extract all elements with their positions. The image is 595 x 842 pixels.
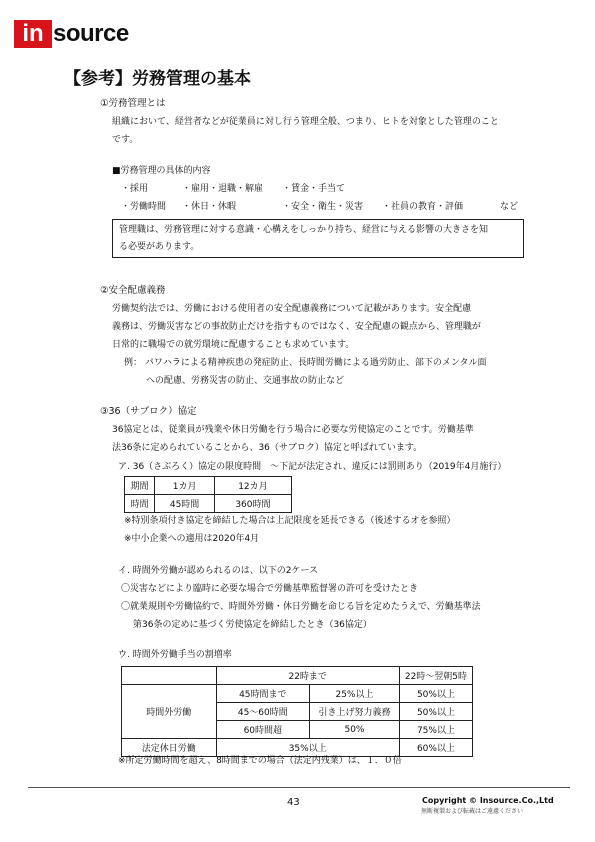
cases-heading: イ. 時間外労働が認められるのは、以下の2ケース <box>118 566 318 576</box>
section2-text-1: 労働契約法では、労働における使用者の安全配慮義務について記載があります。安全配慮 <box>112 304 472 314</box>
table-cell: 35%以上 <box>216 739 399 757</box>
table-cell: 60%以上 <box>399 739 472 757</box>
table-cell: 25%以上 <box>310 685 400 703</box>
table-cell: 50%以上 <box>399 703 472 721</box>
table-cell: 時間 <box>125 495 155 513</box>
section1-heading: ①労務管理とは <box>100 98 166 109</box>
duties-heading: ■労務管理の具体的内容 <box>112 166 211 176</box>
duty-item: ・賃金・手当て <box>282 184 346 194</box>
copyright-notice: 無断複製および転載はご遠慮ください <box>421 808 524 815</box>
table-row <box>122 685 473 703</box>
rates-heading: ウ. 時間外労働手当の割増率 <box>118 650 232 660</box>
section2-text-2: 義務は、労働災害などの事故防止だけを指すものではなく、安全配慮の観点から、管理職が <box>112 322 481 332</box>
table-row <box>122 667 473 685</box>
table-cell: 45時間まで <box>216 685 310 703</box>
section1-text-2: です。 <box>112 135 139 145</box>
table-cell: 50%以上 <box>399 685 472 703</box>
table-cell: 50% <box>310 721 400 739</box>
footer-divider <box>28 787 570 788</box>
page-title: 【参考】労務管理の基本 <box>64 69 251 89</box>
manager-note-box <box>112 219 524 258</box>
table-row <box>125 495 292 513</box>
section2-example-2: への配慮、労務災害の防止、交通事故の防止など <box>146 376 345 386</box>
duty-item: ・雇用・退職・解雇 <box>182 184 264 194</box>
rates-footnote: ※所定労働時間を超え、8時間までの場合（法定内残業）は、１．０倍 <box>118 756 402 766</box>
table-cell: 22時～翌朝5時 <box>399 667 472 685</box>
duty-item: など <box>500 202 519 212</box>
section3-text-2: 法36条に定められていることから、36（サブロク）協定と呼ばれています。 <box>112 443 423 453</box>
duty-item: ・社員の教育・評価 <box>382 202 464 212</box>
limit-note-2: ※中小企業への適用は2020年4月 <box>124 534 260 544</box>
manager-note-line-2: る必要があります。 <box>119 242 200 252</box>
table-cell: 45時間 <box>155 495 215 513</box>
table-row <box>125 477 292 495</box>
section1-text-1: 組織において、経営者などが従業員に対し行う管理全般、つまり、ヒトを対象とした管理のこと <box>112 117 499 127</box>
section2-heading: ②安全配慮義務 <box>100 285 166 296</box>
duty-item: ・休日・休暇 <box>182 202 237 212</box>
duty-item: ・安全・衛生・災害 <box>282 202 364 212</box>
table-cell: 60時間超 <box>216 721 310 739</box>
logo-in-mark: in <box>14 20 52 48</box>
section3-heading: ③36（サブロク）協定 <box>100 406 197 417</box>
section2-text-3: 日常的に職場での就労環境に配慮することも求めています。 <box>112 340 355 350</box>
case-2-line-1: 〇就業規則や労働協約で、時間外労働・休日労働を命じる旨を定めたうえで、労働基準法 <box>121 602 481 612</box>
limit-table <box>124 476 292 513</box>
section2-example-1: 例： パワハラによる精神疾患の発症防止、長時間労働による過労防止、部下のメンタル面 <box>124 358 487 368</box>
table-cell: 期間 <box>125 477 155 495</box>
rates-table <box>121 666 473 757</box>
case-1: 〇災害などにより臨時に必要な場合で労働基準監督署の許可を受けたとき <box>121 584 419 594</box>
limit-heading: ア. 36（さぶろく）協定の限度時間 ～下記が法定され、違反には罰則あり（2019年4月施行） <box>118 462 507 472</box>
table-cell: 1カ月 <box>155 477 215 495</box>
table-cell: 時間外労働 <box>122 685 217 739</box>
table-cell: 75%以上 <box>399 721 472 739</box>
duty-item: ・採用 <box>121 184 149 194</box>
manager-note-line-1: 管理職は、労務管理に対する意識・心構えをしっかり持ち、経営に与える影響の大きさを知 <box>119 225 489 235</box>
duty-item: ・労働時間 <box>121 202 167 212</box>
case-2-line-2: 第36条の定めに基づく労使協定を締結したとき（36協定） <box>133 620 372 630</box>
section3-text-1: 36協定とは、従業員が残業や休日労働を行う場合に必要な労使協定のことです。労働基準 <box>112 425 474 435</box>
table-cell: 45～60時間 <box>216 703 310 721</box>
limit-note-1: ※特別条項付き協定を締結した場合は上記限度を延長できる（後述するオを参照） <box>124 516 456 526</box>
table-cell: 引き上げ努力義務 <box>310 703 400 721</box>
page-number: 43 <box>287 797 300 808</box>
copyright: Copyright © Insource.Co.,Ltd <box>422 796 554 805</box>
table-cell: 12カ月 <box>214 477 291 495</box>
table-cell: 法定休日労働 <box>122 739 217 757</box>
table-cell: 360時間 <box>214 495 291 513</box>
table-cell: 22時まで <box>216 667 399 685</box>
logo-text: source <box>53 20 129 47</box>
table-cell <box>122 667 217 685</box>
